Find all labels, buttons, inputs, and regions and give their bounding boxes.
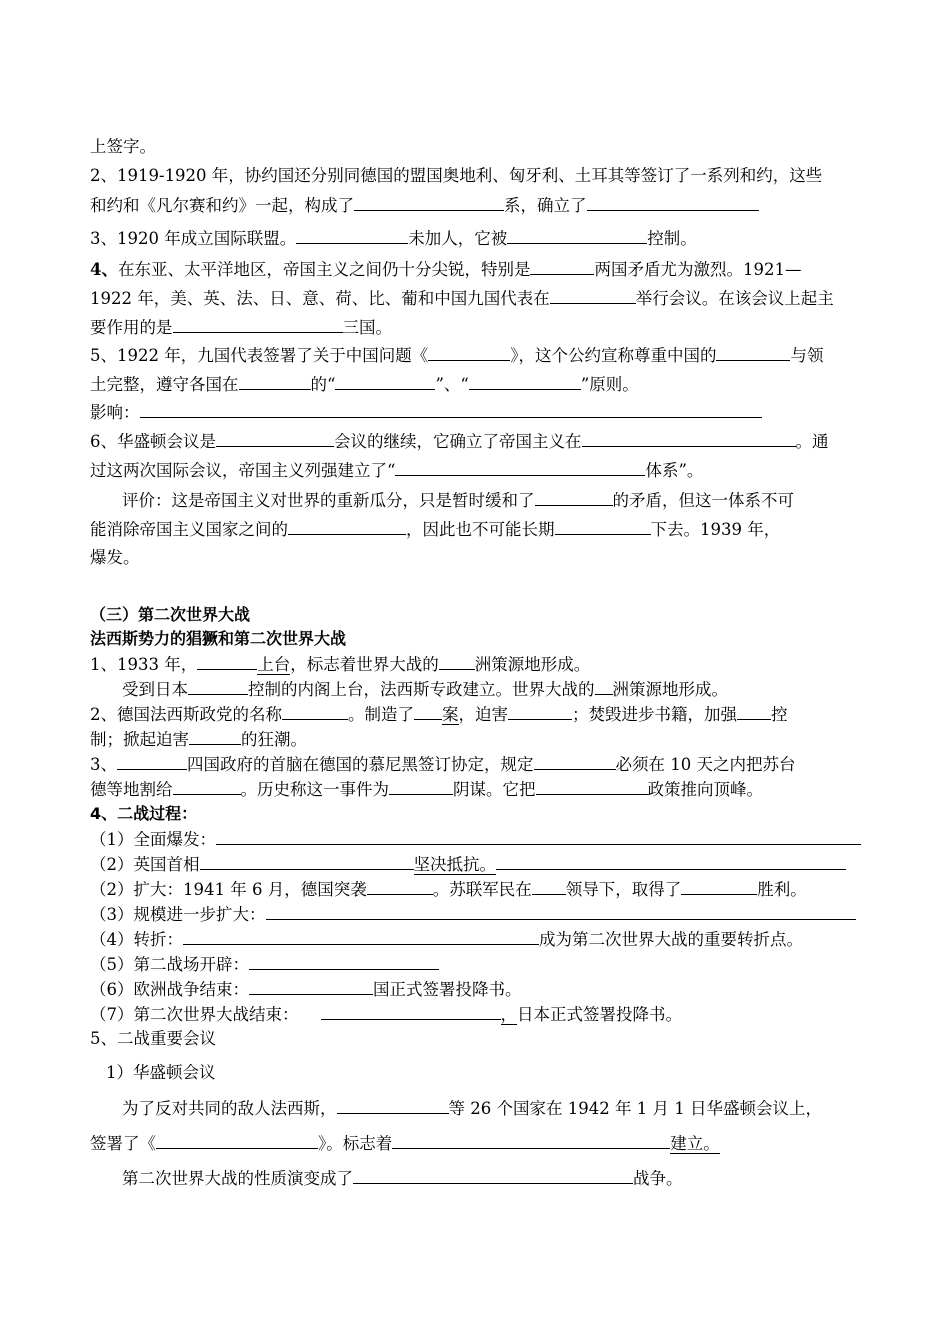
blank[interactable] xyxy=(555,519,651,535)
text-line xyxy=(90,979,522,1000)
text: 战争。 xyxy=(633,1169,683,1188)
text: 。苏联军民在 xyxy=(432,880,532,899)
text: 阴谋。它把 xyxy=(453,780,536,799)
text: （6）欧洲战争结束： xyxy=(90,980,249,999)
text: ；焚毁进步书籍，加强 xyxy=(572,705,737,724)
text-line xyxy=(90,954,439,975)
blank[interactable] xyxy=(249,979,373,995)
text: 爆发。 xyxy=(90,548,140,567)
text: ，标志着世界大战的 xyxy=(290,655,439,674)
blank[interactable] xyxy=(239,374,311,390)
text: 和约和《凡尔赛和约》一起，构成了 xyxy=(90,196,354,215)
text: 控制的内阁上台，法西斯专政建立。世界大战的 xyxy=(248,680,595,699)
blank[interactable] xyxy=(681,879,757,895)
text-line xyxy=(106,1063,216,1083)
blank[interactable] xyxy=(189,729,241,745)
text: 1、1933 年， xyxy=(90,655,198,674)
text-line xyxy=(90,654,590,675)
blank[interactable] xyxy=(183,929,539,945)
text: 会议的继续，它确立了帝国主义在 xyxy=(334,432,582,451)
blank[interactable] xyxy=(216,431,334,447)
text: 1922 年，美、英、法、日、意、荷、比、葡和中国九国代表在 xyxy=(90,289,550,308)
text: 在东亚、太平洋地区，帝国主义之间仍十分尖锐，特别是 xyxy=(117,260,531,279)
blank[interactable] xyxy=(737,704,771,720)
section-heading xyxy=(90,605,250,625)
text: 举行会议。在该会议上起主 xyxy=(635,289,834,308)
text: 3、1920 年成立国际联盟。 xyxy=(90,229,297,248)
text: 5、1922 年，九国代表签署了关于中国问题《 xyxy=(90,346,429,365)
text: 。通 xyxy=(795,432,829,451)
text-line xyxy=(90,829,861,850)
text: 四国政府的首脑在德国的慕尼黑签订协定，规定 xyxy=(187,755,534,774)
blank[interactable] xyxy=(140,402,762,418)
text-line xyxy=(90,729,307,750)
text-line xyxy=(90,195,759,216)
blank[interactable] xyxy=(508,704,572,720)
text: ， xyxy=(500,1005,517,1024)
blank[interactable] xyxy=(507,228,647,244)
blank[interactable] xyxy=(496,854,846,870)
blank[interactable] xyxy=(582,431,796,447)
blank[interactable] xyxy=(535,490,613,506)
text: （1）全面爆发： xyxy=(90,830,216,849)
blank[interactable] xyxy=(716,345,790,361)
blank[interactable] xyxy=(335,374,435,390)
text-line xyxy=(90,1004,682,1025)
text-line xyxy=(90,460,703,481)
text: 案 xyxy=(442,705,459,724)
text-line xyxy=(90,779,763,800)
text: 过这两次国际会议，帝国主义列强建立了“ xyxy=(90,461,396,480)
blank[interactable] xyxy=(530,259,594,275)
text: 领导下，取得了 xyxy=(565,880,682,899)
blank[interactable] xyxy=(282,704,348,720)
blank[interactable] xyxy=(197,654,257,670)
text: 1）华盛顿会议 xyxy=(106,1063,216,1082)
text: 坚决抵抗。 xyxy=(413,855,496,874)
text: 洲策源地形成。 xyxy=(474,655,591,674)
text-line xyxy=(90,259,801,280)
text: （3）规模进一步扩大： xyxy=(90,905,266,924)
text: 6、华盛顿会议是 xyxy=(90,432,216,451)
text: 3、 xyxy=(90,755,117,774)
text: 未加人，它被 xyxy=(408,229,508,248)
text: ，迫害 xyxy=(458,705,508,724)
blank[interactable] xyxy=(595,679,613,695)
text-line xyxy=(90,519,780,540)
text-line xyxy=(90,854,846,875)
blank[interactable] xyxy=(395,460,645,476)
text: 体系”。 xyxy=(645,461,704,480)
text: （7）第二次世界大战结束： xyxy=(90,1005,299,1024)
blank[interactable] xyxy=(389,779,453,795)
text: 要作用的是 xyxy=(90,318,173,337)
blank[interactable] xyxy=(414,704,442,720)
text: （2）扩大：1941 年 6 月，德国突袭 xyxy=(90,880,367,899)
text-line xyxy=(90,754,796,775)
blank[interactable] xyxy=(188,679,248,695)
text-line xyxy=(90,317,392,338)
text: 德等地割给 xyxy=(90,780,173,799)
text: 》。标志着 xyxy=(318,1134,393,1153)
text: 制；掀起迫害 xyxy=(90,730,189,749)
text: 两国矛盾尤为激烈。1921— xyxy=(594,260,802,279)
text: ”原则。 xyxy=(580,375,639,394)
section-heading xyxy=(90,804,197,824)
blank[interactable] xyxy=(536,779,648,795)
text-line xyxy=(90,431,829,452)
blank[interactable] xyxy=(173,317,343,333)
text: 三国。 xyxy=(342,318,392,337)
text: 上台 xyxy=(257,655,291,674)
text: 政策推向顶峰。 xyxy=(647,780,763,799)
blank[interactable] xyxy=(392,1133,670,1149)
text: （2）英国首相 xyxy=(90,855,200,874)
text-line xyxy=(122,1168,683,1189)
blank[interactable] xyxy=(367,879,433,895)
text: ”、“ xyxy=(435,375,469,394)
text: 评价：这是帝国主义对世界的重新瓜分，只是暂时缓和了 xyxy=(122,491,535,510)
text-line xyxy=(90,1133,720,1154)
blank[interactable] xyxy=(249,954,439,970)
blank[interactable] xyxy=(288,519,406,535)
text-line xyxy=(90,1029,216,1049)
text: 日本正式签署投降书。 xyxy=(517,1005,682,1024)
text: ，因此也不可能长期 xyxy=(406,520,555,539)
text: 成为第二次世界大战的重要转折点。 xyxy=(539,930,803,949)
text: （5）第二战场开辟： xyxy=(90,955,249,974)
text: 2、1919-1920 年，协约国还分别同德国的盟国奥地利、匈牙利、土耳其等签订了一系列和约，这些 xyxy=(90,166,823,185)
text: 2、德国法西斯政党的名称 xyxy=(90,705,282,724)
subsection-heading xyxy=(90,629,346,649)
text: 洲策源地形成。 xyxy=(612,680,728,699)
text: 控 xyxy=(771,705,788,724)
blank[interactable] xyxy=(354,195,504,211)
text-line xyxy=(90,166,822,186)
text-line xyxy=(90,402,762,423)
text: 的矛盾，但这一体系不可 xyxy=(612,491,794,510)
text-line xyxy=(90,374,639,395)
blank[interactable] xyxy=(173,779,241,795)
text-line xyxy=(122,1098,822,1119)
text: 控制。 xyxy=(647,229,697,248)
blank[interactable] xyxy=(337,1098,449,1114)
text: 胜利。 xyxy=(757,880,807,899)
text: 能消除帝国主义国家之间的 xyxy=(90,520,288,539)
text: 。历史称这一事件为 xyxy=(240,780,389,799)
text-line xyxy=(90,879,807,900)
text-line xyxy=(90,288,834,309)
text: 下去。1939 年， xyxy=(650,520,781,539)
text: 。制造了 xyxy=(348,705,414,724)
blank[interactable] xyxy=(469,374,581,390)
blank[interactable] xyxy=(117,754,187,770)
blank[interactable] xyxy=(156,1133,318,1149)
text: 5、二战重要会议 xyxy=(90,1029,216,1048)
section-heading-text: （三）第二次世界大战 xyxy=(90,605,251,624)
text: 建立。 xyxy=(670,1134,720,1153)
subsection-heading-text: 法西斯势力的猖獗和第二次世界大战 xyxy=(90,629,347,648)
text-line xyxy=(122,490,794,511)
blank[interactable] xyxy=(534,754,616,770)
text-line xyxy=(90,228,697,249)
text-line xyxy=(90,548,140,568)
blank[interactable] xyxy=(428,345,510,361)
text: 签署了《 xyxy=(90,1134,156,1153)
text-line xyxy=(90,904,856,925)
text: （4）转折： xyxy=(90,930,183,949)
text: 的狂潮。 xyxy=(241,730,307,749)
text-line xyxy=(90,704,788,725)
text: 上签字。 xyxy=(90,137,156,156)
blank[interactable] xyxy=(266,904,856,920)
text: 》，这个公约宣称尊重中国的 xyxy=(510,346,717,365)
text: 受到日本 xyxy=(122,680,188,699)
blank[interactable] xyxy=(587,195,759,211)
blank[interactable] xyxy=(550,288,636,304)
item-number: 4、 xyxy=(90,260,118,279)
text-line xyxy=(122,679,728,700)
blank[interactable] xyxy=(439,654,475,670)
text: 影响： xyxy=(90,403,140,422)
text: 土完整，遵守各国在 xyxy=(90,375,239,394)
blank[interactable] xyxy=(296,228,408,244)
text: 必须在 10 天之内把苏台 xyxy=(615,755,796,774)
text: 的“ xyxy=(310,375,336,394)
text-line xyxy=(90,929,803,950)
blank[interactable] xyxy=(321,1004,501,1020)
section-heading-text: 4、二战过程： xyxy=(90,804,198,823)
blank[interactable] xyxy=(353,1168,633,1184)
text: 国正式签署投降书。 xyxy=(373,980,522,999)
blank[interactable] xyxy=(200,854,414,870)
text: 系，确立了 xyxy=(504,196,587,215)
blank[interactable] xyxy=(216,829,861,845)
text: 与领 xyxy=(790,346,824,365)
text-line xyxy=(90,137,156,157)
text: 等 26 个国家在 1942 年 1 月 1 日华盛顿会议上， xyxy=(448,1099,822,1118)
text: 为了反对共同的敌人法西斯， xyxy=(122,1099,337,1118)
text: 第二次世界大战的性质演变成了 xyxy=(122,1169,353,1188)
text-line xyxy=(90,345,823,366)
blank[interactable] xyxy=(532,879,566,895)
